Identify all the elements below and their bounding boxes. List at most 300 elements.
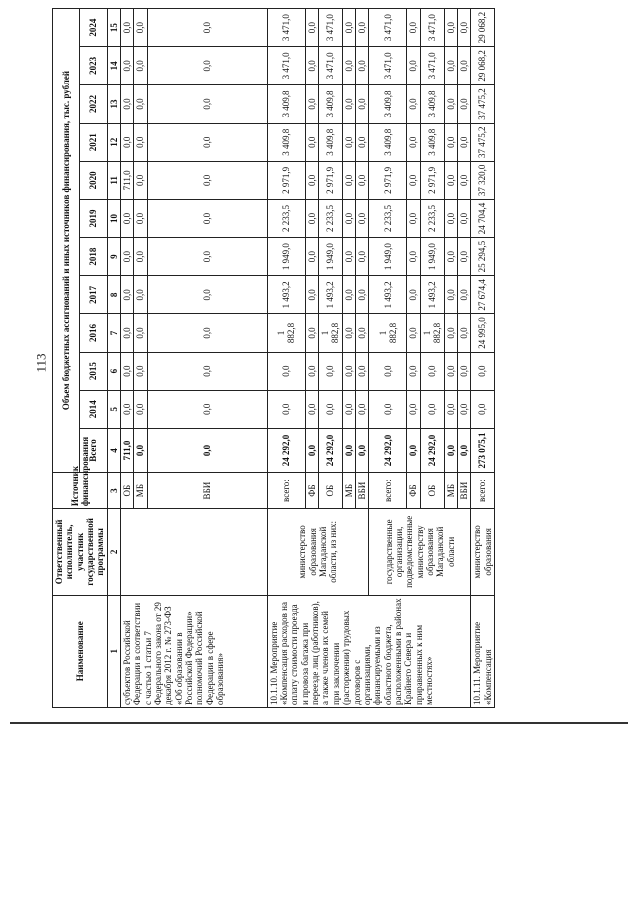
- value-cell: [134, 9, 147, 47]
- year-header: 2024: [80, 9, 107, 47]
- value-cell: [267, 123, 305, 161]
- value-text: 0,0: [202, 22, 213, 34]
- value-cell: [147, 314, 267, 352]
- value-cell: [319, 276, 343, 314]
- value-cell: [319, 390, 343, 428]
- value-cell: [319, 85, 343, 123]
- value-text: 0,0: [408, 444, 419, 457]
- value-text: 0,0: [357, 60, 368, 72]
- year-header: 2021: [80, 123, 107, 161]
- value-cell: [134, 428, 147, 472]
- value-cell: [444, 199, 457, 237]
- source-cell: ОБ: [420, 473, 444, 509]
- value-text: 0,0: [408, 22, 419, 34]
- year-header: 2016: [80, 314, 107, 352]
- value-text: 882,8: [432, 322, 443, 344]
- column-number: 7: [107, 314, 120, 352]
- value-text: 882,8: [387, 322, 398, 344]
- value-text: 273 075,1: [477, 432, 488, 469]
- value-cell: [267, 199, 305, 237]
- value-cell: [407, 9, 420, 47]
- value-text: 711,0: [122, 170, 133, 191]
- value-cell: [471, 238, 495, 276]
- value-text: 0,0: [343, 251, 354, 263]
- value-cell: [147, 9, 267, 47]
- value-cell: [134, 161, 147, 199]
- value-text: 3 471,0: [281, 14, 292, 42]
- source-cell: ВБИ: [356, 473, 369, 509]
- value-cell: [147, 428, 267, 472]
- value-cell: [457, 47, 470, 85]
- value-cell: [305, 314, 318, 352]
- value-cell: [356, 238, 369, 276]
- value-text: 0,0: [306, 251, 317, 263]
- value-cell: [134, 47, 147, 85]
- value-text: 0,0: [122, 60, 133, 72]
- value-cell: [342, 161, 355, 199]
- value-text: 0,0: [408, 327, 419, 339]
- value-text: 0,0: [357, 98, 368, 110]
- value-text: 0,0: [135, 136, 146, 148]
- value-text: 37 320,0: [477, 164, 488, 197]
- value-text: 0,0: [202, 365, 213, 377]
- value-cell: [121, 390, 134, 428]
- value-text: 0,0: [445, 136, 456, 148]
- value-text: 0,0: [458, 365, 469, 377]
- value-cell: [471, 352, 495, 390]
- value-cell: [407, 314, 420, 352]
- value-text: 0,0: [202, 327, 213, 339]
- value-text: 2 971,9: [382, 166, 393, 194]
- value-cell: [457, 123, 470, 161]
- value-cell: [134, 238, 147, 276]
- page-divider: [10, 722, 628, 724]
- value-text: 29 068,2: [477, 11, 488, 44]
- value-cell: [305, 390, 318, 428]
- value-text: 1 949,0: [382, 243, 393, 271]
- value-cell: [121, 276, 134, 314]
- value-text: 0,0: [357, 136, 368, 148]
- value-cell: [356, 390, 369, 428]
- value-text: 0,0: [202, 60, 213, 72]
- value-text: 0,0: [281, 403, 292, 415]
- value-text: 0,0: [202, 136, 213, 148]
- value-text: 27 674,4: [477, 279, 488, 311]
- value-cell: [305, 428, 318, 472]
- source-cell: всего:: [267, 473, 305, 509]
- value-text: 3 409,8: [281, 90, 292, 118]
- value-cell: [121, 314, 134, 352]
- value-cell: [134, 123, 147, 161]
- value-text: 0,0: [306, 136, 317, 148]
- value-text: 0,0: [306, 22, 317, 34]
- value-cell: [369, 199, 407, 237]
- value-text: 0,0: [343, 403, 354, 415]
- value-text: 0,0: [382, 365, 393, 377]
- source-cell: всего:: [471, 473, 495, 509]
- value-text: 0,0: [458, 251, 469, 263]
- value-text: 0,0: [458, 289, 469, 301]
- row-responsible: [121, 509, 268, 595]
- value-text: 0,0: [202, 251, 213, 263]
- value-cell: [471, 199, 495, 237]
- rotated-table-wrapper: [52, 8, 622, 708]
- header-funding-title: Объем бюджетных ассигнований и иных источников финансирования, тыс. рублей: [53, 9, 80, 473]
- value-text: 882,8: [286, 322, 297, 344]
- value-cell: [267, 314, 305, 352]
- value-text: 1 949,0: [281, 243, 292, 271]
- value-text: 0,0: [357, 212, 368, 225]
- value-text: 0,0: [122, 98, 133, 110]
- value-cell: [342, 390, 355, 428]
- value-cell: [420, 428, 444, 472]
- column-number: 11: [107, 161, 120, 199]
- column-number: 15: [107, 9, 120, 47]
- value-text: 37 475,2: [477, 88, 488, 120]
- value-text: 0,0: [445, 60, 456, 72]
- value-cell: [147, 238, 267, 276]
- value-text: 0,0: [343, 60, 354, 72]
- value-text: 711,0: [122, 440, 133, 461]
- value-cell: [471, 9, 495, 47]
- header-source: Источник финансирования: [53, 473, 108, 509]
- value-cell: [267, 428, 305, 472]
- value-text: 0,0: [306, 174, 317, 186]
- value-text: 3 409,8: [325, 90, 336, 118]
- year-header: 2015: [80, 352, 107, 390]
- value-cell: [444, 123, 457, 161]
- value-text: 0,0: [135, 365, 146, 377]
- value-text: 0,0: [445, 22, 456, 34]
- value-cell: [342, 85, 355, 123]
- value-cell: [356, 161, 369, 199]
- value-cell: [444, 161, 457, 199]
- value-cell: [369, 9, 407, 47]
- value-text: 0,0: [357, 251, 368, 263]
- value-text: 0,0: [445, 174, 456, 186]
- value-cell: [356, 85, 369, 123]
- value-text: 0,0: [122, 403, 133, 415]
- value-text: 0,0: [135, 251, 146, 263]
- value-cell: [267, 390, 305, 428]
- year-header: 2014: [80, 390, 107, 428]
- value-cell: [420, 85, 444, 123]
- value-cell: [121, 161, 134, 199]
- value-cell: [444, 428, 457, 472]
- value-text: 1 949,0: [325, 243, 336, 271]
- value-text: 3 471,0: [382, 14, 393, 42]
- year-header: 2023: [80, 47, 107, 85]
- value-text: 3 471,0: [426, 14, 437, 42]
- value-cell: [420, 123, 444, 161]
- value-cell: [444, 9, 457, 47]
- value-text: 37 475,2: [477, 126, 488, 158]
- value-text: 0,0: [357, 365, 368, 377]
- value-text: 0,0: [458, 212, 469, 225]
- value-text: 3 409,8: [281, 128, 292, 156]
- value-cell: [420, 161, 444, 199]
- value-cell: [356, 276, 369, 314]
- value-text: 0,0: [306, 327, 317, 339]
- value-text: 0,0: [408, 251, 419, 263]
- value-text: 0,0: [477, 365, 488, 377]
- value-text: 882,8: [330, 322, 341, 344]
- value-cell: [305, 9, 318, 47]
- value-cell: [457, 238, 470, 276]
- value-cell: [457, 276, 470, 314]
- value-text: 0,0: [458, 174, 469, 186]
- column-number: 1: [107, 595, 120, 707]
- value-cell: [457, 352, 470, 390]
- value-text: 0,0: [202, 174, 213, 186]
- value-text: 0,0: [306, 365, 317, 377]
- value-text: 2 233,5: [426, 205, 437, 232]
- value-text: 0,0: [445, 327, 456, 339]
- value-cell: [369, 85, 407, 123]
- value-cell: [457, 428, 470, 472]
- value-text: 2 971,9: [426, 166, 437, 194]
- value-cell: [407, 428, 420, 472]
- value-prefix: 1: [421, 330, 432, 336]
- value-cell: [305, 238, 318, 276]
- row-name: субъектов Российской Федерации в соответствии с частью 1 статьи 7 Федерального закона от 29 декабря 2012 г. № 273-ФЗ «Об образовании в Российской Федерации» полномочий Российской Федерации в сфере образования»: [121, 595, 268, 707]
- value-cell: [267, 47, 305, 85]
- value-cell: [147, 199, 267, 237]
- value-cell: [444, 314, 457, 352]
- table-row: [267, 9, 305, 708]
- source-cell: МБ: [134, 473, 147, 509]
- value-text: 0,0: [357, 289, 368, 301]
- value-text: 0,0: [357, 444, 368, 457]
- value-cell: [356, 123, 369, 161]
- value-text: 0,0: [445, 251, 456, 263]
- value-cell: [319, 9, 343, 47]
- value-cell: [342, 9, 355, 47]
- column-number: 8: [107, 276, 120, 314]
- value-text: 0,0: [306, 444, 317, 457]
- value-cell: [147, 276, 267, 314]
- source-cell: МБ: [342, 473, 355, 509]
- value-text: 0,0: [357, 327, 368, 339]
- value-text: 1 493,2: [281, 281, 292, 309]
- rotated-table: [52, 8, 622, 708]
- row-responsible: министерство образования Магаданской области, из них:: [267, 509, 369, 595]
- value-cell: [147, 352, 267, 390]
- row-responsible: государственные организации, подведомственные министерству образования Магаданской области: [369, 509, 471, 595]
- value-text: 0,0: [306, 212, 317, 225]
- value-cell: [121, 47, 134, 85]
- value-prefix: 1: [320, 330, 331, 336]
- source-cell: ФБ: [305, 473, 318, 509]
- value-text: 0,0: [357, 174, 368, 186]
- value-cell: [356, 314, 369, 352]
- value-text: 0,0: [325, 365, 336, 377]
- value-cell: [319, 238, 343, 276]
- value-text: 0,0: [202, 212, 213, 225]
- value-text: 3 471,0: [426, 52, 437, 80]
- value-cell: [342, 199, 355, 237]
- value-text: 3 409,8: [426, 90, 437, 118]
- value-text: 2 233,5: [325, 205, 336, 232]
- value-text: 1 493,2: [325, 281, 336, 309]
- value-text: 0,0: [122, 22, 133, 34]
- value-text: 2 233,5: [281, 205, 292, 232]
- funding-table: [52, 8, 495, 708]
- value-cell: [267, 352, 305, 390]
- value-text: 0,0: [122, 251, 133, 263]
- value-text: 0,0: [202, 403, 213, 415]
- value-text: 0,0: [458, 98, 469, 110]
- value-text: 0,0: [202, 444, 213, 457]
- source-cell: ОБ: [121, 473, 134, 509]
- value-cell: [121, 238, 134, 276]
- value-text: 3 471,0: [325, 52, 336, 80]
- value-text: 0,0: [135, 174, 146, 186]
- value-text: 0,0: [408, 98, 419, 110]
- value-cell: [342, 428, 355, 472]
- column-number: 4: [107, 428, 120, 472]
- value-cell: [369, 47, 407, 85]
- value-cell: [457, 390, 470, 428]
- value-text: 0,0: [343, 444, 354, 457]
- value-text: 24 995,0: [477, 317, 488, 349]
- value-text: 0,0: [135, 98, 146, 110]
- source-cell: МБ: [444, 473, 457, 509]
- value-cell: [471, 85, 495, 123]
- value-cell: [121, 352, 134, 390]
- value-text: 0,0: [135, 22, 146, 34]
- value-text: 0,0: [135, 403, 146, 415]
- value-cell: [444, 238, 457, 276]
- value-cell: [305, 352, 318, 390]
- value-text: 0,0: [382, 403, 393, 415]
- value-cell: [407, 352, 420, 390]
- value-text: 0,0: [306, 403, 317, 415]
- table-body: [121, 9, 495, 708]
- header-name: Наименование: [53, 595, 108, 707]
- value-text: 2 971,9: [325, 166, 336, 194]
- value-text: 0,0: [343, 327, 354, 339]
- value-cell: [342, 276, 355, 314]
- value-text: 0,0: [135, 289, 146, 301]
- value-text: 0,0: [135, 444, 146, 457]
- value-text: 0,0: [477, 403, 488, 415]
- value-cell: [471, 276, 495, 314]
- value-text: 0,0: [202, 98, 213, 110]
- value-text: 0,0: [458, 136, 469, 148]
- value-cell: [420, 47, 444, 85]
- value-cell: [356, 47, 369, 85]
- value-text: 0,0: [122, 136, 133, 148]
- value-text: 0,0: [445, 403, 456, 415]
- value-text: 0,0: [445, 365, 456, 377]
- value-cell: [147, 161, 267, 199]
- value-cell: [121, 428, 134, 472]
- value-cell: [407, 161, 420, 199]
- value-cell: [305, 161, 318, 199]
- value-text: 24 292,0: [426, 434, 437, 467]
- value-cell: [471, 123, 495, 161]
- value-cell: [121, 9, 134, 47]
- value-cell: [319, 123, 343, 161]
- value-cell: [407, 238, 420, 276]
- value-cell: [356, 352, 369, 390]
- value-cell: [147, 85, 267, 123]
- value-text: 0,0: [202, 289, 213, 301]
- value-cell: [342, 238, 355, 276]
- value-cell: [420, 314, 444, 352]
- value-cell: [319, 161, 343, 199]
- value-text: 0,0: [445, 212, 456, 225]
- value-cell: [319, 428, 343, 472]
- value-cell: [147, 47, 267, 85]
- value-cell: [471, 390, 495, 428]
- value-cell: [471, 428, 495, 472]
- column-number-row: [107, 9, 120, 708]
- source-cell: ФБ: [407, 473, 420, 509]
- value-cell: [471, 314, 495, 352]
- value-cell: [356, 9, 369, 47]
- value-cell: [420, 352, 444, 390]
- value-text: 0,0: [343, 365, 354, 377]
- value-cell: [420, 9, 444, 47]
- value-cell: [147, 123, 267, 161]
- value-text: 0,0: [408, 136, 419, 148]
- value-cell: [407, 390, 420, 428]
- value-cell: [457, 161, 470, 199]
- value-text: 0,0: [445, 98, 456, 110]
- value-text: 3 409,8: [325, 128, 336, 156]
- value-cell: [134, 85, 147, 123]
- value-cell: [457, 9, 470, 47]
- value-text: 0,0: [357, 403, 368, 415]
- column-number: 6: [107, 352, 120, 390]
- value-cell: [369, 314, 407, 352]
- column-number: 10: [107, 199, 120, 237]
- value-cell: [134, 352, 147, 390]
- value-text: 0,0: [408, 212, 419, 225]
- value-text: 1 949,0: [426, 243, 437, 271]
- value-text: 0,0: [135, 212, 146, 225]
- value-cell: [369, 276, 407, 314]
- column-number: 2: [107, 509, 120, 595]
- value-cell: [407, 276, 420, 314]
- value-cell: [134, 390, 147, 428]
- value-text: 0,0: [135, 327, 146, 339]
- value-cell: [471, 161, 495, 199]
- value-cell: [420, 276, 444, 314]
- value-text: 0,0: [426, 365, 437, 377]
- value-cell: [267, 238, 305, 276]
- value-cell: [407, 85, 420, 123]
- value-cell: [319, 352, 343, 390]
- value-text: 0,0: [343, 289, 354, 301]
- value-text: 0,0: [408, 403, 419, 415]
- value-text: 0,0: [426, 403, 437, 415]
- value-text: 0,0: [343, 136, 354, 148]
- value-text: 3 471,0: [281, 52, 292, 80]
- column-number: 9: [107, 238, 120, 276]
- value-cell: [444, 352, 457, 390]
- value-cell: [134, 199, 147, 237]
- value-cell: [356, 428, 369, 472]
- value-cell: [444, 390, 457, 428]
- value-cell: [457, 199, 470, 237]
- year-header: 2019: [80, 199, 107, 237]
- value-text: 0,0: [135, 60, 146, 72]
- value-prefix: 1: [275, 330, 286, 336]
- year-header: 2017: [80, 276, 107, 314]
